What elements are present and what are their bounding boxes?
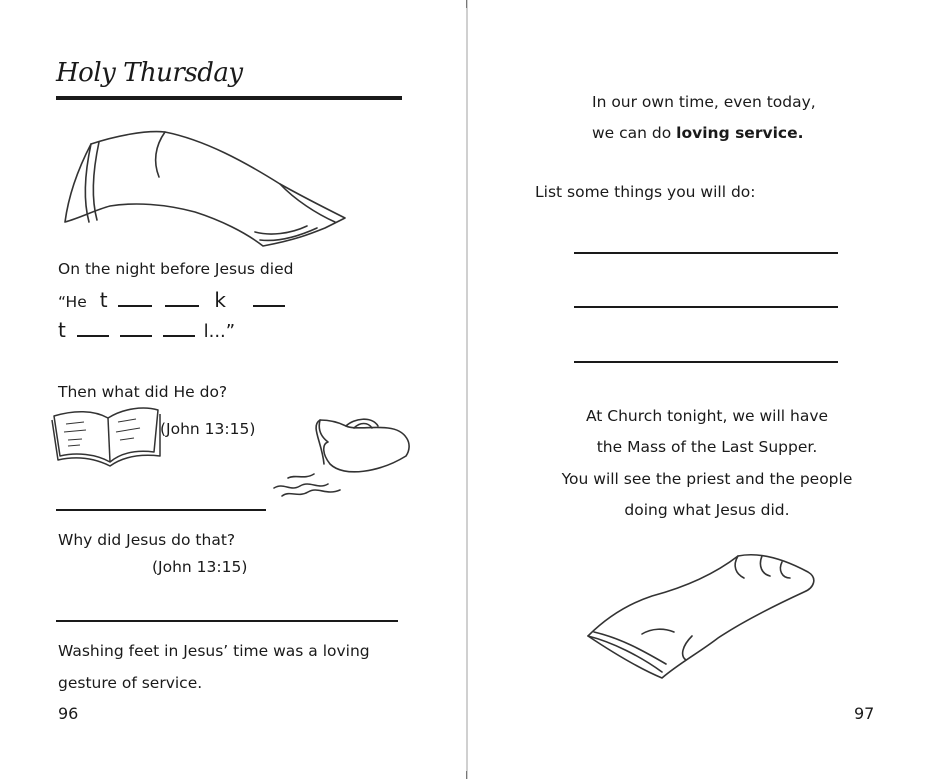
blank-slot[interactable]: [165, 291, 199, 307]
title-underline: [56, 96, 402, 100]
open-bible-icon: [50, 400, 162, 468]
blank-slot[interactable]: [163, 321, 195, 337]
hint-letter-t: t: [58, 318, 66, 342]
list-answer-line[interactable]: [574, 361, 838, 363]
answer-line-why[interactable]: [56, 620, 398, 622]
list-answer-line[interactable]: [574, 306, 838, 308]
list-answer-line[interactable]: [574, 252, 838, 254]
church-line-1: At Church tonight, we will have: [585, 407, 829, 425]
quote-open-text: “He: [58, 293, 87, 311]
intro-line-2-emphasis: loving service.: [676, 124, 804, 142]
crop-mark-top: [466, 0, 467, 8]
prompt-night-text: On the night before Jesus died: [58, 260, 294, 278]
hint-letter-t: t: [99, 288, 108, 312]
page-number: 97: [854, 704, 875, 723]
blank-slot[interactable]: [118, 291, 152, 307]
list-prompt: List some things you will do:: [535, 183, 756, 201]
hint-letter-k: k: [214, 288, 226, 312]
answer-line-what[interactable]: [56, 509, 266, 511]
reference-john-13-15: (John 13:15): [160, 420, 256, 438]
blank-slot[interactable]: [253, 291, 285, 307]
page-number: 96: [58, 704, 79, 723]
blank-slot[interactable]: [120, 321, 152, 337]
folded-towel-icon: [55, 122, 355, 252]
hint-letter-l-ellipsis: l...”: [203, 321, 236, 342]
intro-line-1: In our own time, even today,: [592, 93, 816, 111]
crop-mark-bottom: [466, 771, 467, 779]
page-title: Holy Thursday: [56, 58, 243, 88]
blank-slot[interactable]: [77, 321, 109, 337]
church-line-2: the Mass of the Last Supper.: [596, 438, 818, 456]
church-line-3: You will see the priest and the people: [561, 470, 853, 488]
fill-in-blank-row-2: [58, 318, 235, 344]
intro-line-2-prefix: we can do: [592, 124, 677, 142]
water-pitcher-icon: [268, 412, 413, 504]
towel-icon: [582, 548, 822, 684]
fill-in-blank-row-1: [58, 288, 285, 314]
reference-john-13-15: (John 13:15): [152, 558, 248, 576]
question-why-did-jesus: Why did Jesus do that?: [58, 531, 236, 549]
note-line-2: gesture of service.: [58, 674, 203, 692]
church-line-4: doing what Jesus did.: [624, 501, 790, 519]
intro-line-2: [592, 123, 803, 143]
book-spine: [466, 0, 468, 779]
note-line-1: Washing feet in Jesus’ time was a loving: [58, 642, 370, 660]
question-what-did-he-do: Then what did He do?: [58, 383, 228, 401]
